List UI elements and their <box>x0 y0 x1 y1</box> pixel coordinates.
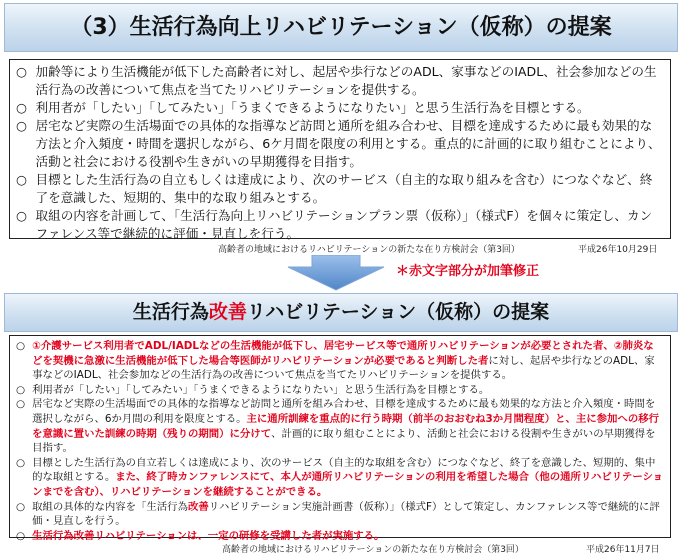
bullet-circle: ○ <box>16 529 26 542</box>
plain-text: 、計画的に取り組むことにより、活動と社会における役割や生きがいの早期獲得を目指す。 <box>32 427 656 455</box>
bullet-circle: ○ <box>16 100 27 115</box>
list-item-text: 利用者が「したい」「してみたい」「うまくできるようになりたい」と思う生活行為を目標とする。 <box>35 100 590 115</box>
source-citation: 高齢者の地域におけるリハビリテーションの新たな在り方検討会（第3回） <box>218 245 520 255</box>
list-item-text <box>32 500 664 529</box>
source-citation: 高齢者の地域におけるリハビリテーションの新たな在り方検討会（第3回） <box>222 545 524 555</box>
revised-title-highlight: 改善 <box>208 301 247 323</box>
list-item-text: 取組の内容を計画して、「生活行為向上リハビリテーションプラン票（仮称）」（様式F）を個々に策定し、カンファレンス等で継続的に評価・見直しを行う。 <box>35 208 653 241</box>
revision-note: ＊赤文字部分が加筆修正 <box>396 264 540 279</box>
title-banner-original <box>4 3 678 52</box>
list-item <box>16 171 664 207</box>
bullet-circle: ○ <box>16 64 27 79</box>
list-item-text: 利用者が「したい」「してみたい」「うまくできるようになりたい」と思う生活行為を目標とする。 <box>32 383 490 396</box>
revised-title-post: リハビリテーション（仮称）の提案 <box>246 301 550 323</box>
list-item-text: 目標とした生活行為の自立もしくは達成により、次のサービス（自主的な取り組みを含む）につなぐなど、終了を意識した、短期的、集中的な取り組みとする。 <box>35 172 653 205</box>
list-item <box>16 207 664 243</box>
bullet-circle: ○ <box>16 398 26 411</box>
page-title: （3）生活行為向上リハビリテーション（仮称）の提案 <box>70 15 612 40</box>
revised-title-pre: 生活行為 <box>132 301 209 323</box>
source-date: 平成26年10月29日 <box>578 245 658 255</box>
bullet-circle: ○ <box>16 500 26 513</box>
original-proposal-box <box>9 59 671 239</box>
revised-text: ①介護サービス利用者でADL/IADLなどの生活機能が低下し、居宅サービス等で通所リハビリテーションが必要とされた者、②肺炎などを契機に急激に生活機能が低下した場合等医師がリハビリテーションが必要であると判断した者 <box>32 340 654 367</box>
list-item <box>16 63 664 99</box>
source-date: 平成26年11月7日 <box>586 545 660 555</box>
list-item-text <box>32 456 664 500</box>
list-item <box>16 339 664 383</box>
list-item <box>16 99 664 117</box>
plain-text: リハビリテーション実施計画書（仮称）」（様式F）として策定し、カンファレンス等で継続的に評価・見直しを行う。 <box>32 500 660 528</box>
bullet-circle: ○ <box>16 383 26 396</box>
down-arrow-icon <box>286 255 386 291</box>
bullet-circle: ○ <box>16 456 26 469</box>
list-item <box>16 397 664 455</box>
plain-text: 取組の具体的な内容を「生活行為 <box>32 500 188 513</box>
revised-text: また、終了時カンファレンスにて、本人が通所リハビリテーションの利用を希望した場合（他の通所リハビリテーションまでを含む）、リハビリテーションを継続することができる。 <box>32 471 664 498</box>
list-item <box>16 117 664 171</box>
list-item-text: 居宅など実際の生活場面での具体的な指導など訪問と通所を組み合わせ、目標を達成するために最も効果的な方法と介入頻度・時間を選択しながら、6ケ月間を限度の利用とする。重点的に計画的に取り組むことにより、活動と社会における役割や生きがいの早期獲得を目指す。 <box>35 118 661 169</box>
revised-text: 改善 <box>187 500 209 513</box>
title-banner-revised <box>4 293 678 332</box>
plain-text: 目標とした生活行為の自立若しくは達成により、次のサービス（自主的な取組を含む）につなぐなど、終了を意識した、短期的、集中的な取組とする。 <box>32 456 656 484</box>
revised-proposal-box <box>9 335 671 542</box>
list-item <box>16 456 664 500</box>
bullet-circle: ○ <box>16 118 27 133</box>
list-item-text <box>32 397 664 455</box>
bullet-circle: ○ <box>16 172 27 187</box>
bullet-circle: ○ <box>16 340 26 352</box>
plain-text: 居宅など実際の生活場面での具体的な指導など訪問と通所を組み合わせ、目標を達成するために最も効果的な方法と介入頻度・時間を選択しながら、6か月間の利用を限度とする。 <box>32 398 656 425</box>
revised-text: 主に通所訓練を重点的に行う時期（前半のおおむね3か月間程度）と、主に参加への移行を意識に置いた訓練の時期（残りの期間）に分けて <box>32 412 659 440</box>
revised-text: 生活行為改善リハビリテーションは、一定の研修を受講した者が実施する。 <box>32 529 385 542</box>
plain-text: に対し、起居や歩行などのADL、家事などのIADL、社会参加などの生活行為の改善について焦点を当てたリハビリテーションを提供する。 <box>32 354 655 382</box>
bullet-circle: ○ <box>16 208 27 223</box>
list-item <box>16 500 664 529</box>
list-item <box>16 383 664 398</box>
list-item-text: 加齢等により生活機能が低下した高齢者に対し、起居や歩行などのADL、家事などのIADL、社会参加などの生活行為の改善について焦点を当てたリハビリテーションを提供する。 <box>35 64 657 97</box>
list-item-text <box>32 339 664 383</box>
